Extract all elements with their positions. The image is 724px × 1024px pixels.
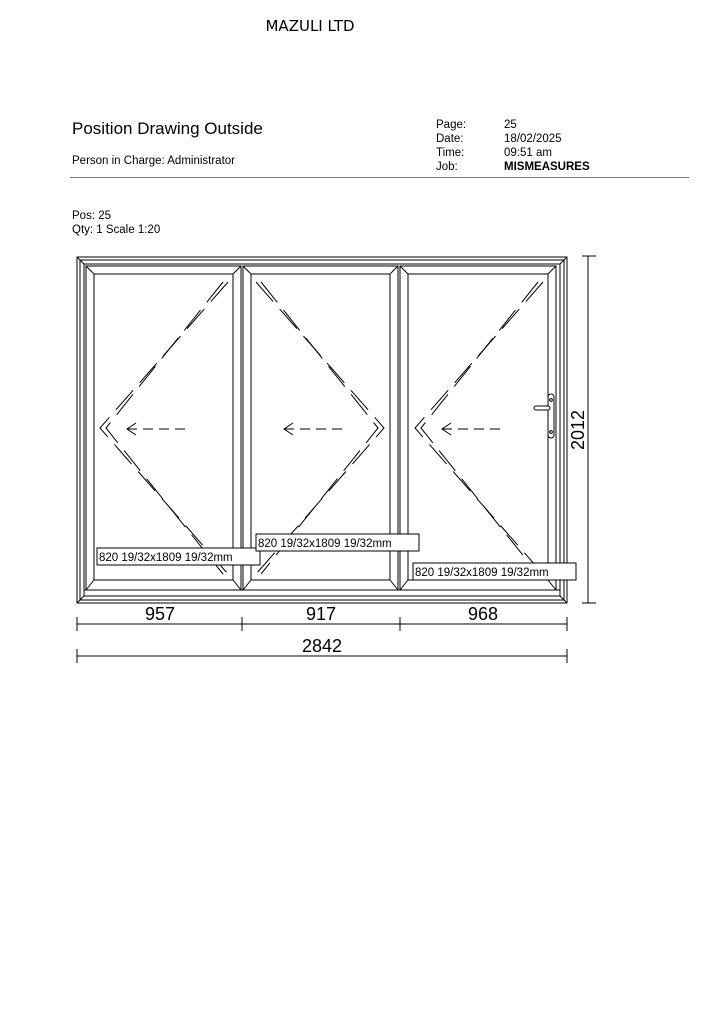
pos-line: Pos: 25 <box>72 210 111 222</box>
job-label: Job: <box>436 161 458 173</box>
width-dim-1: 957 <box>144 604 176 624</box>
door-handle-icon <box>534 394 554 438</box>
date-label: Date: <box>436 133 464 145</box>
total-width-dim: 2842 <box>301 636 343 656</box>
time-label: Time: <box>436 147 465 159</box>
date-value: 18/02/2025 <box>504 133 562 145</box>
panel-label-2: 820 19/32x1809 19/32mm <box>258 538 392 550</box>
page-title: Position Drawing Outside <box>72 119 263 138</box>
page-label: Page: <box>436 119 467 131</box>
panel-label-3: 820 19/32x1809 19/32mm <box>415 567 549 579</box>
width-dim-2: 917 <box>305 604 337 624</box>
page-value: 25 <box>504 119 517 131</box>
company-name: MAZULI LTD <box>265 17 355 35</box>
person-in-charge: Person in Charge: Administrator <box>72 155 235 167</box>
panel-1 <box>86 266 241 590</box>
width-dim-3: 968 <box>467 604 499 624</box>
qty-line: Qty: 1 Scale 1:20 <box>72 224 161 236</box>
panel-label-1: 820 19/32x1809 19/32mm <box>99 552 233 564</box>
height-dim: 2012 <box>568 409 588 451</box>
panel-3 <box>400 266 556 590</box>
job-value: MISMEASURES <box>504 161 590 173</box>
time-value: 09:51 am <box>504 147 552 159</box>
